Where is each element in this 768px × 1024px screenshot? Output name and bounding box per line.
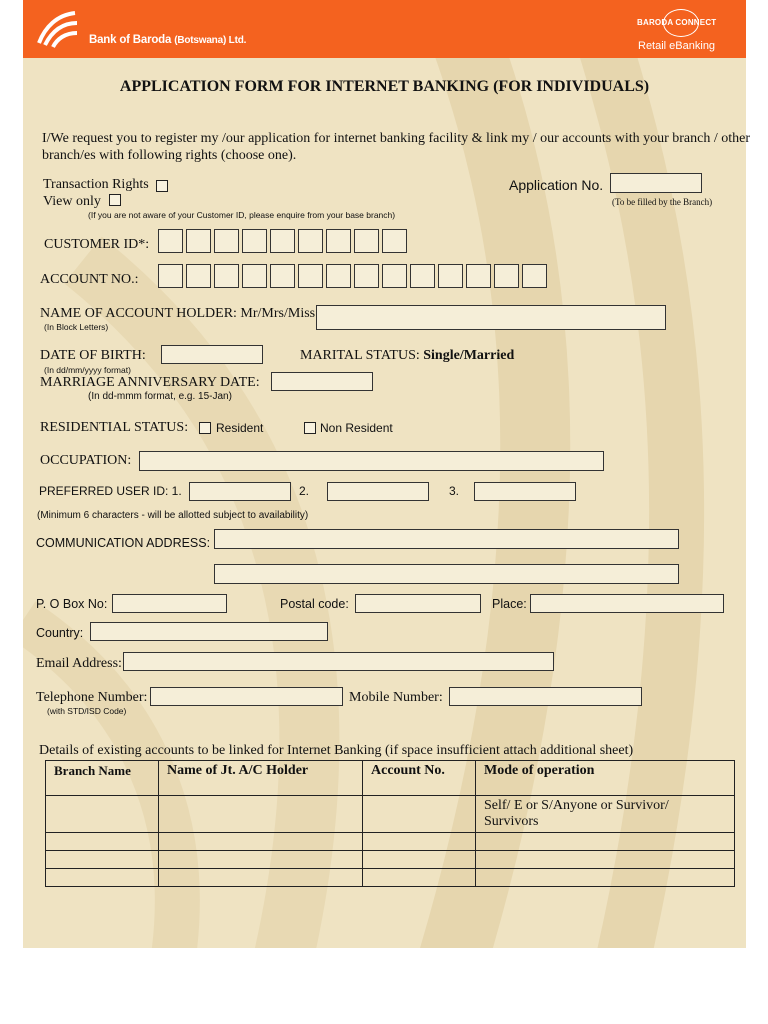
table-cell[interactable] xyxy=(159,851,363,869)
postal-code-label: Postal code: xyxy=(280,597,349,611)
user-id-2-label: 2. xyxy=(299,484,310,498)
user-id-3-field[interactable] xyxy=(474,482,576,501)
transaction-rights-label: Transaction Rights xyxy=(43,177,149,192)
form-title: APPLICATION FORM FOR INTERNET BANKING (FOR INDIVIDUALS) xyxy=(119,78,650,95)
account-no-label: ACCOUNT NO.: xyxy=(40,272,139,287)
resident-checkbox[interactable] xyxy=(199,422,211,434)
mode-of-operation-cell: Self/ E or S/Anyone or Survivor/ Survivors xyxy=(476,796,735,833)
comm-address-label: COMMUNICATION ADDRESS: xyxy=(36,536,211,550)
user-id-3-label: 3. xyxy=(449,484,460,498)
table-cell[interactable] xyxy=(159,833,363,851)
resident-label: Resident xyxy=(216,421,264,435)
dob-field[interactable] xyxy=(161,345,263,364)
bank-logo-icon xyxy=(35,9,79,49)
account-no-digit-cell[interactable] xyxy=(158,264,183,288)
mobile-label: Mobile Number: xyxy=(349,690,443,705)
marital-status xyxy=(300,348,514,364)
telephone-field[interactable] xyxy=(150,687,343,706)
marital-status-label: MARITAL STATUS: xyxy=(300,348,420,363)
column-header-jt-holder: Name of Jt. A/C Holder xyxy=(159,761,363,796)
customer-id-digit-cell[interactable] xyxy=(270,229,295,253)
linked-accounts-table xyxy=(45,760,735,887)
account-no-digit-cell[interactable] xyxy=(298,264,323,288)
country-label: Country: xyxy=(36,626,84,640)
country-field[interactable] xyxy=(90,622,328,641)
anniversary-label: MARRIAGE ANNIVERSARY DATE: xyxy=(40,375,260,390)
preferred-user-id-label: PREFERRED USER ID: 1. xyxy=(39,484,182,498)
customer-id-label: CUSTOMER ID*: xyxy=(44,237,150,252)
account-no-digit-cell[interactable] xyxy=(326,264,351,288)
customer-id-digit-cell[interactable] xyxy=(326,229,351,253)
dob-format-note: (In dd/mm/yyyy format) xyxy=(44,365,131,375)
accounts-table-caption: Details of existing accounts to be linked for Internet Banking (if space insufficient attach additional sheet) xyxy=(39,743,634,758)
email-field[interactable] xyxy=(123,652,554,671)
column-header-account-no: Account No. xyxy=(363,761,476,796)
baroda-connect-label: BARODA CONNECT xyxy=(637,18,717,27)
marital-status-options: Single/Married xyxy=(423,348,515,363)
customer-id-digit-cell[interactable] xyxy=(214,229,239,253)
account-no-digit-cell[interactable] xyxy=(186,264,211,288)
account-no-digit-cell[interactable] xyxy=(242,264,267,288)
view-only-checkbox[interactable] xyxy=(109,194,121,206)
intro-line-1: I/We request you to register my /our application for internet banking facility & link my / our accounts with your branch / other xyxy=(42,131,751,146)
table-cell[interactable] xyxy=(46,833,159,851)
telephone-label: Telephone Number: xyxy=(36,690,148,705)
user-id-2-field[interactable] xyxy=(327,482,429,501)
table-cell[interactable] xyxy=(363,869,476,887)
anniversary-field[interactable] xyxy=(271,372,373,391)
occupation-field[interactable] xyxy=(139,451,604,471)
place-label: Place: xyxy=(492,597,527,611)
non-resident-label: Non Resident xyxy=(320,421,393,435)
account-holder-field[interactable] xyxy=(316,305,666,330)
retail-ebanking-label: Retail eBanking xyxy=(638,40,716,52)
application-no-label: Application No. xyxy=(509,177,604,193)
address-line-1-field[interactable] xyxy=(214,529,679,549)
email-label: Email Address: xyxy=(36,656,122,671)
dob-label: DATE OF BIRTH: xyxy=(40,348,146,363)
po-box-field[interactable] xyxy=(112,594,227,613)
mobile-field[interactable] xyxy=(449,687,642,706)
address-line-2-field[interactable] xyxy=(214,564,679,584)
po-box-label: P. O Box No: xyxy=(36,597,108,611)
account-no-digit-cell[interactable] xyxy=(410,264,435,288)
customer-id-note: (If you are not aware of your Customer ID, please enquire from your base branch) xyxy=(88,210,396,220)
user-id-note: (Minimum 6 characters - will be allotted subject to availability) xyxy=(37,510,309,521)
telephone-note: (with STD/ISD Code) xyxy=(47,706,127,716)
account-no-digit-cell[interactable] xyxy=(214,264,239,288)
customer-id-digit-cell[interactable] xyxy=(158,229,183,253)
column-header-mode: Mode of operation xyxy=(476,761,735,796)
account-no-digit-cell[interactable] xyxy=(466,264,491,288)
user-id-1-field[interactable] xyxy=(189,482,291,501)
anniversary-format-note: (In dd-mmm format, e.g. 15-Jan) xyxy=(88,391,232,402)
view-only-label: View only xyxy=(43,194,101,209)
table-cell[interactable] xyxy=(363,851,476,869)
table-cell[interactable] xyxy=(46,869,159,887)
customer-id-digit-cell[interactable] xyxy=(186,229,211,253)
postal-code-field[interactable] xyxy=(355,594,481,613)
column-header-branch-name: Branch Name xyxy=(46,761,159,796)
table-cell[interactable] xyxy=(476,851,735,869)
account-no-digit-cell[interactable] xyxy=(382,264,407,288)
intro-line-2: branch/es with following rights (choose one). xyxy=(42,148,297,163)
account-no-digit-cell[interactable] xyxy=(494,264,519,288)
table-header-row xyxy=(46,761,735,796)
account-holder-label: NAME OF ACCOUNT HOLDER: Mr/Mrs/Miss xyxy=(40,306,316,321)
account-no-digit-cell[interactable] xyxy=(438,264,463,288)
customer-id-digit-cell[interactable] xyxy=(354,229,379,253)
place-field[interactable] xyxy=(530,594,724,613)
bank-header xyxy=(23,0,746,58)
customer-id-digit-cell[interactable] xyxy=(298,229,323,253)
account-no-digit-cell[interactable] xyxy=(522,264,547,288)
application-no-note: (To be filled by the Branch) xyxy=(612,197,713,207)
customer-id-digit-cell[interactable] xyxy=(382,229,407,253)
table-row xyxy=(46,869,735,887)
table-row xyxy=(46,833,735,851)
table-cell[interactable] xyxy=(476,869,735,887)
account-no-digit-cell[interactable] xyxy=(270,264,295,288)
table-cell[interactable] xyxy=(159,796,363,833)
table-row xyxy=(46,796,735,833)
table-row xyxy=(46,851,735,869)
block-letters-note: (In Block Letters) xyxy=(44,322,109,332)
application-no-field[interactable] xyxy=(610,173,702,193)
customer-id-digit-cell[interactable] xyxy=(242,229,267,253)
account-no-digit-cell[interactable] xyxy=(354,264,379,288)
table-cell[interactable] xyxy=(46,851,159,869)
occupation-label: OCCUPATION: xyxy=(40,453,132,468)
residential-status-label: RESIDENTIAL STATUS: xyxy=(40,420,189,435)
table-cell[interactable] xyxy=(476,833,735,851)
transaction-rights-checkbox[interactable] xyxy=(156,180,168,192)
non-resident-checkbox[interactable] xyxy=(304,422,316,434)
brand-name: Bank of Baroda (Botswana) Ltd. xyxy=(89,34,247,46)
table-cell[interactable] xyxy=(363,796,476,833)
table-cell[interactable] xyxy=(46,796,159,833)
table-cell[interactable] xyxy=(363,833,476,851)
table-cell[interactable] xyxy=(159,869,363,887)
